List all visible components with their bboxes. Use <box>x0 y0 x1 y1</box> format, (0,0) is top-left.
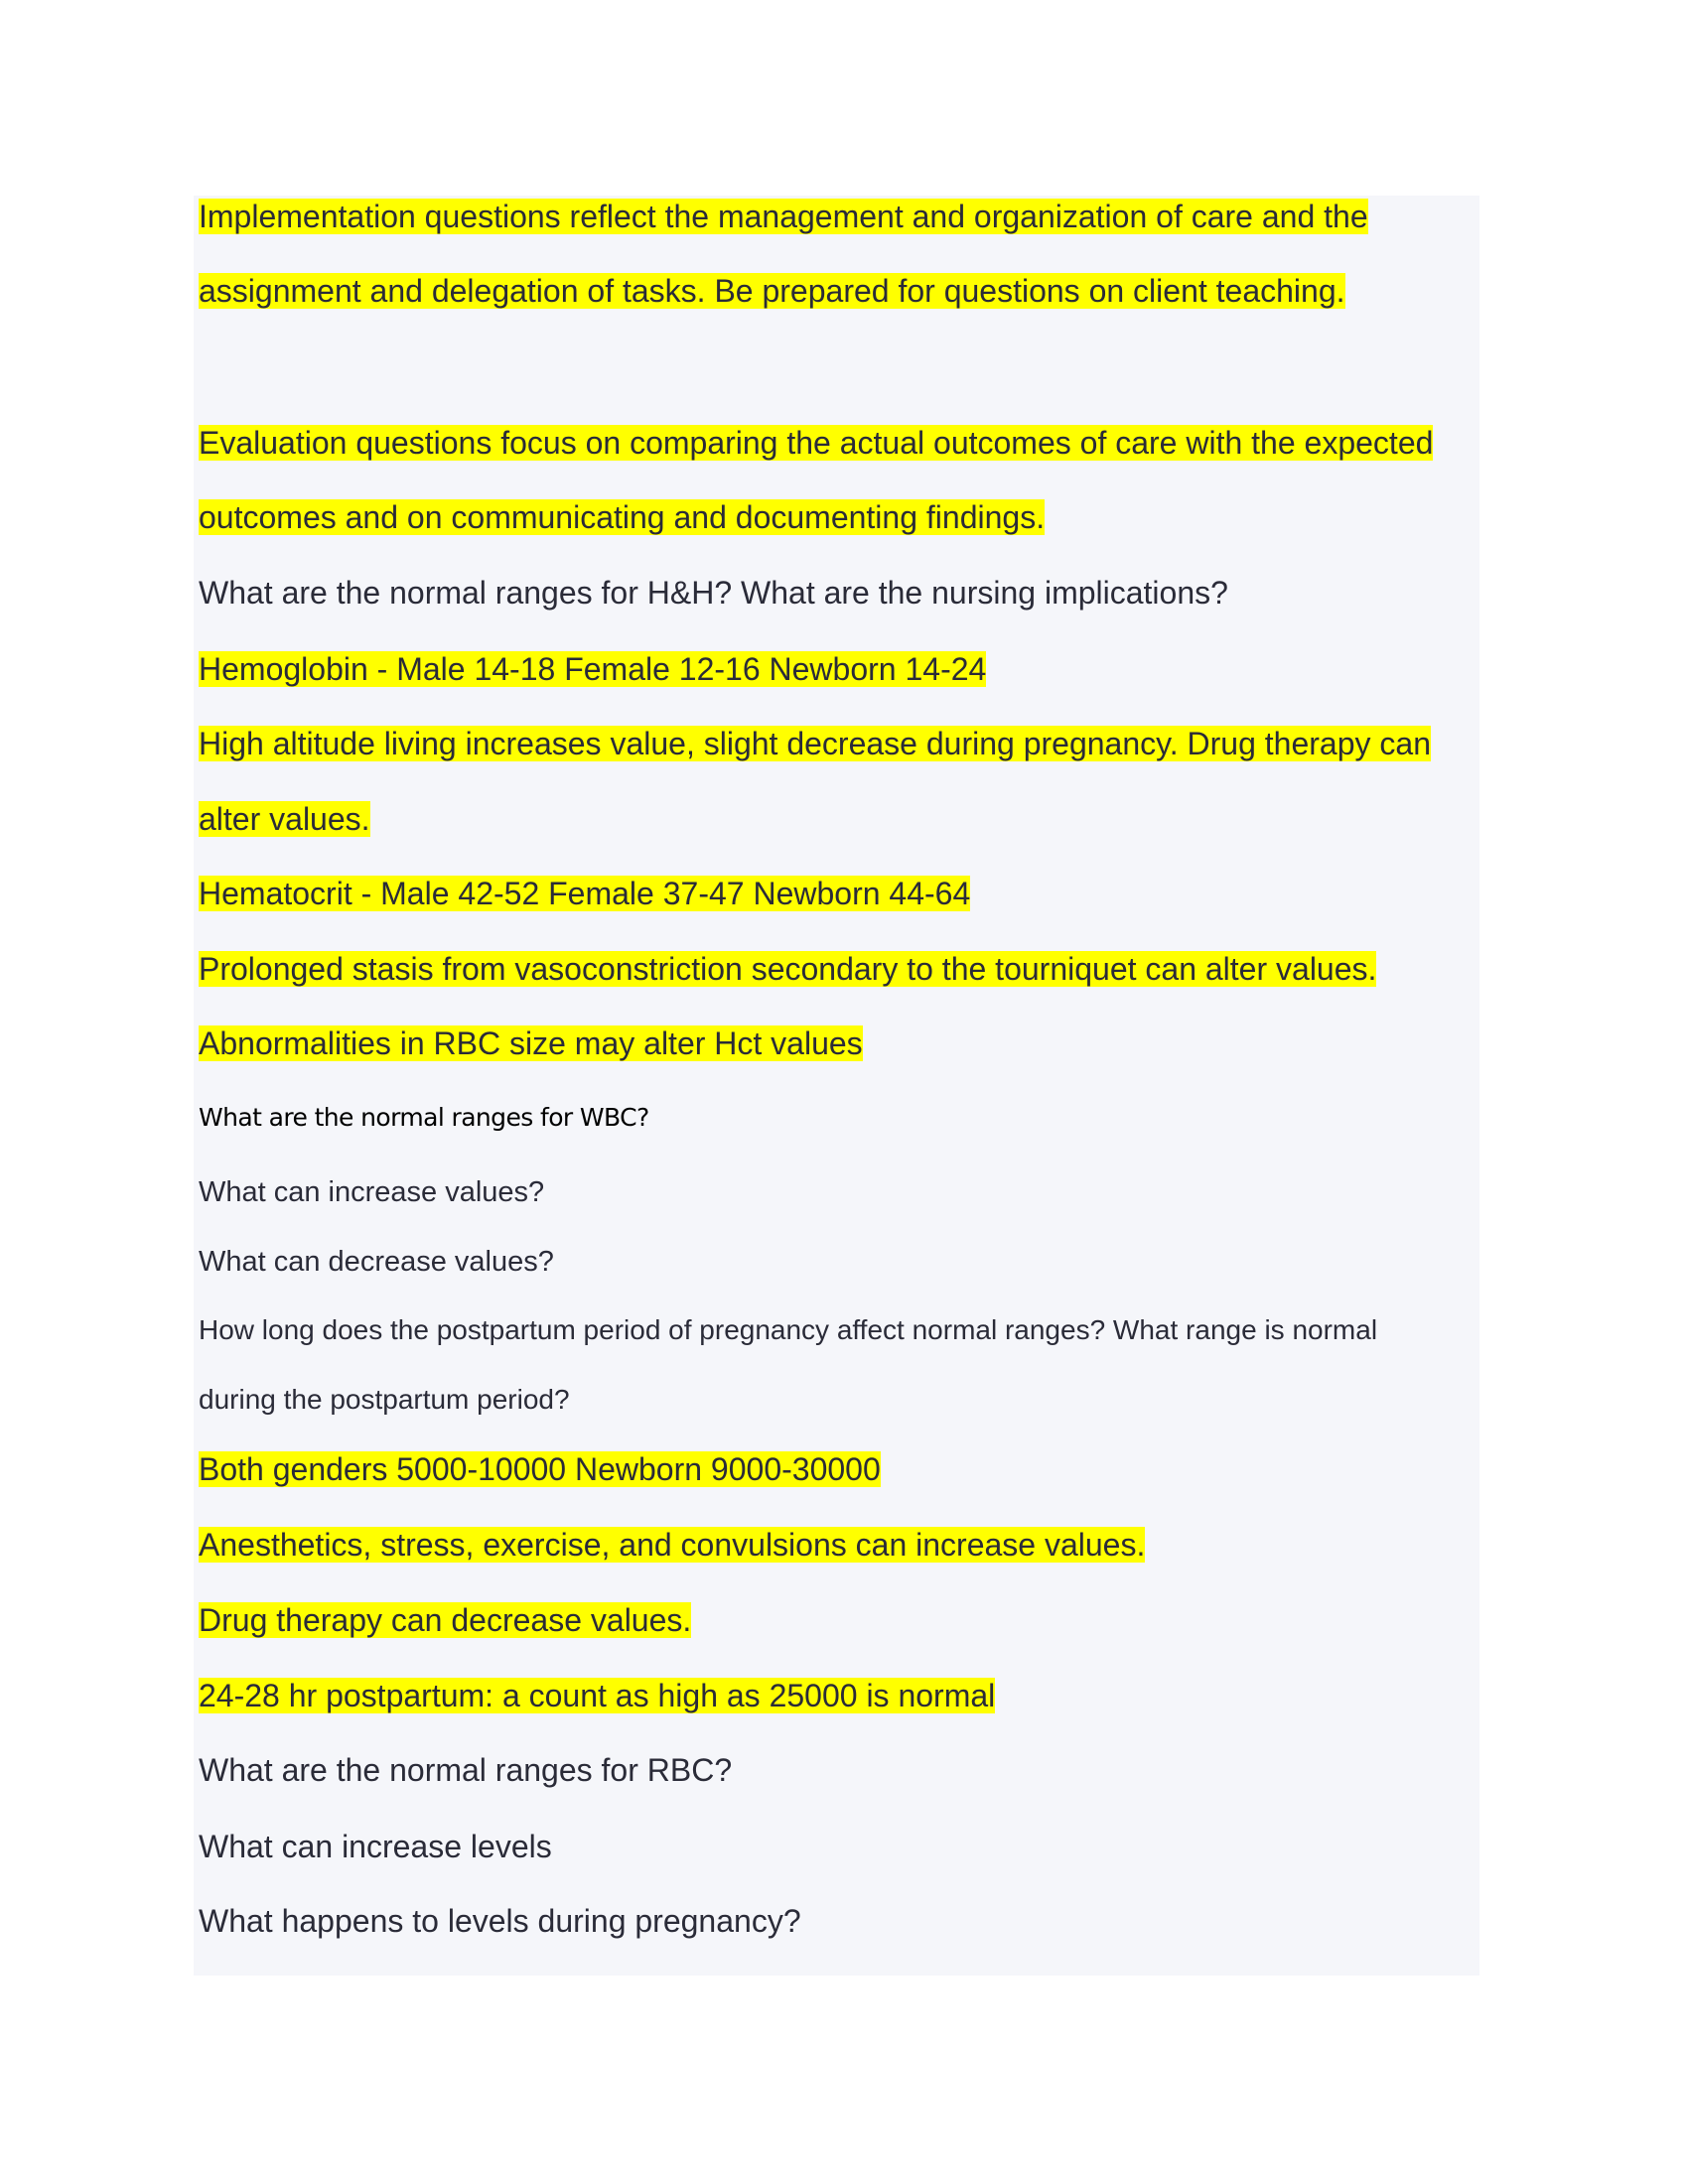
question-line: What can increase values? <box>199 1176 545 1208</box>
text-line-highlighted: Anesthetics, stress, exercise, and convulsions can increase values. <box>199 1527 1146 1563</box>
text-line-highlighted: assignment and delegation of tasks. Be prepared for questions on client teaching. <box>199 273 1345 309</box>
text-line-highlighted: Abnormalities in RBC size may alter Hct values <box>199 1025 863 1061</box>
question-line: during the postpartum period? <box>199 1384 570 1415</box>
text-line-highlighted: Implementation questions reflect the management and organization of care and the <box>199 199 1368 234</box>
text-line-highlighted: alter values. <box>199 801 370 837</box>
question-line: What can decrease values? <box>199 1246 554 1278</box>
text-line-highlighted: Evaluation questions focus on comparing the actual outcomes of care with the expected <box>199 425 1434 461</box>
text-line-highlighted: High altitude living increases value, slight decrease during pregnancy. Drug therapy can <box>199 726 1431 761</box>
text-line-highlighted: 24-28 hr postpartum: a count as high as 25000 is normal <box>199 1678 996 1713</box>
question-line: What are the normal ranges for WBC? <box>199 1103 649 1132</box>
text-line-highlighted: outcomes and on communicating and documenting findings. <box>199 499 1046 535</box>
question-line: What are the normal ranges for H&H? What are the nursing implications? <box>199 575 1228 611</box>
text-line-highlighted: Hemoglobin - Male 14-18 Female 12-16 Newborn 14-24 <box>199 651 987 687</box>
text-line-highlighted: Prolonged stasis from vasoconstriction secondary to the tourniquet can alter values. <box>199 951 1377 987</box>
text-line-highlighted: Both genders 5000-10000 Newborn 9000-30000 <box>199 1451 881 1487</box>
text-line-highlighted: Drug therapy can decrease values. <box>199 1602 692 1638</box>
text-line-highlighted: Hematocrit - Male 42-52 Female 37-47 Newborn 44-64 <box>199 876 971 911</box>
question-line: What can increase levels <box>199 1829 552 1864</box>
question-line: What are the normal ranges for RBC? <box>199 1752 733 1788</box>
question-line: How long does the postpartum period of pregnancy affect normal ranges? What range is normal <box>199 1314 1378 1345</box>
question-line: What happens to levels during pregnancy? <box>199 1903 801 1939</box>
